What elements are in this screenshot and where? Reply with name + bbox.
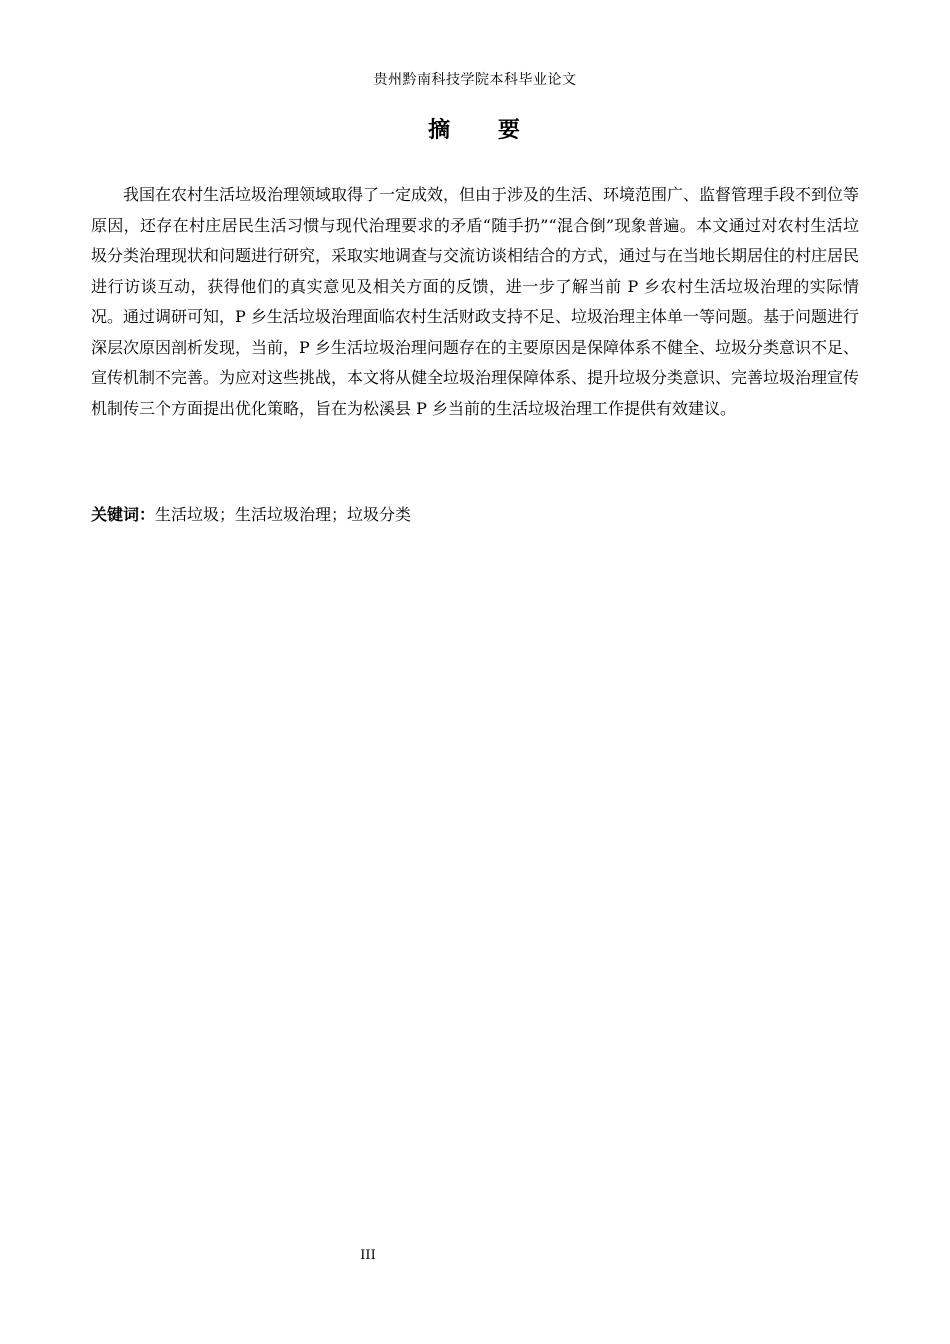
keywords-label: 关键词： [91, 505, 156, 524]
abstract-paragraph: 我国在农村生活垃圾治理领域取得了一定成效，但由于涉及的生活、环境范围广、监督管理手段不到位等原因，还存在村庄居民生活习惯与现代治理要求的矛盾“随手扔”“混合倒”现象普遍。本文通过对农村生活垃圾分类治理现状和问题进行研究，采取实地调查与交流访谈相结合的方式，通过与在当地长期居住的村庄居民进行访谈互动，获得他们的真实意见及相关方面的反馈，进一步了解当前 P 乡农村生活垃圾治理的实际情况。通过调研可知，P 乡生活垃圾治理面临农村生活财政支持不足、垃圾治理主体单一等问题。基于问题进行深层次原因剖析发现，当前，P 乡生活垃圾治理问题存在的主要原因是保障体系不健全、垃圾分类意识不足、宣传机制不完善。为应对这些挑战，本文将从健全垃圾治理保障体系、提升垃圾分类意识、完善垃圾治理宣传机制传三个方面提出优化策略，旨在为松溪县 P 乡当前的生活垃圾治理工作提供有效建议。 [91, 185, 860, 418]
keywords-text: 生活垃圾；生活垃圾治理；垃圾分类 [155, 505, 412, 524]
page-number: III [360, 1248, 376, 1263]
running-header: 贵州黔南科技学院本科毕业论文 [373, 72, 577, 88]
keywords-line [91, 500, 859, 530]
header-rule [90, 94, 860, 95]
abstract-title: 摘 要 [428, 118, 522, 143]
